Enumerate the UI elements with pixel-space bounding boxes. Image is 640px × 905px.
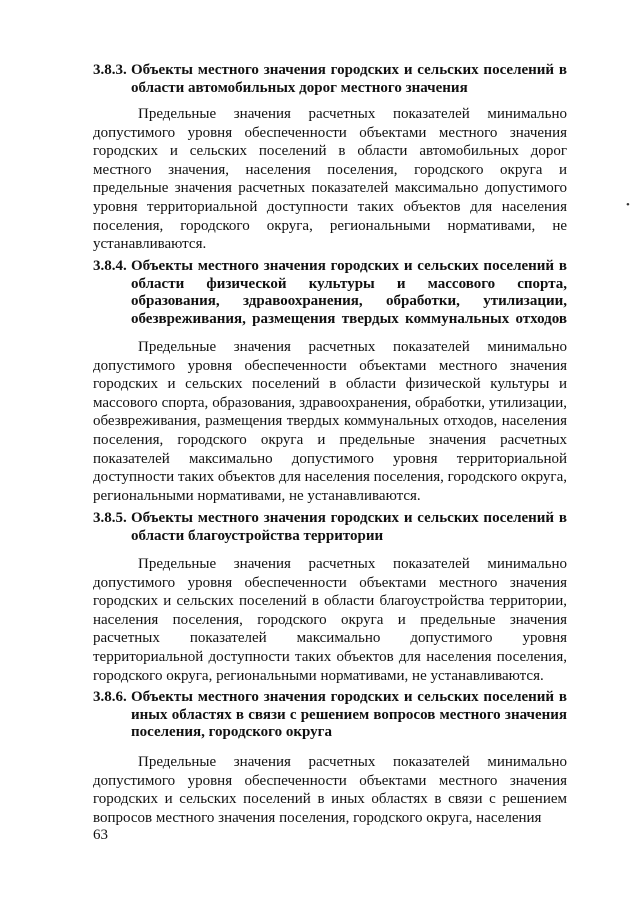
section-heading-3-8-5 [93, 509, 567, 545]
section-number: 3.8.6. [93, 689, 127, 705]
section-title: Объекты местного значения городских и сельских поселений в области благоустройства территории [131, 510, 567, 544]
section-number: 3.8.4. [93, 258, 127, 274]
section-heading-3-8-4 [93, 258, 567, 328]
section-paragraph-3-8-3: Предельные значения расчетных показателей минимально допустимого уровня обеспеченности объектами местного значения городских и сельских поселений в области автомобильных дорог местного значения, населения поселения, городского округа и предельные значения расчетных показателей максимально допустимого уровня территориальной доступности таких объектов для населения поселения, городского округа, региональными нормативами, не устанавливаются. [93, 106, 567, 253]
section-paragraph-3-8-6: Предельные значения расчетных показателей минимально допустимого уровня обеспеченности объектами местного значения городских и сельских поселений в иных областях в связи с решением вопросов местного значения поселения, городского округа, населения [93, 754, 567, 826]
section-heading-3-8-3 [93, 61, 567, 97]
margin-mark: • [626, 199, 630, 211]
section-title: Объекты местного значения городских и сельских поселений в области физической культуры и массового спорта, образования, здравоохранения, обработки, утилизации, обезвреживания, размещения твердых коммунальных отходов [131, 258, 567, 327]
section-heading-3-8-6 [93, 689, 567, 742]
section-paragraph-3-8-5: Предельные значения расчетных показателей минимально допустимого уровня обеспеченности объектами местного значения городских и сельских поселений в области благоустройства территории, населения поселения, городского округа и предельные значения расчетных показателей максимально допустимого уровня территориальной доступности таких объектов для населения поселения, городского округа, региональными нормативами, не устанавливаются. [93, 556, 567, 684]
section-number: 3.8.3. [93, 62, 127, 78]
section-paragraph-3-8-4: Предельные значения расчетных показателей минимально допустимого уровня обеспеченности объектами местного значения городских и сельских поселений в области физической культуры и массового спорта, образования, здравоохранения, обработки, утилизации, обезвреживания, размещения твердых коммунальных отходов, населения поселения, городского округа и предельные значения расчетных показателей максимально допустимого уровня территориальной доступности таких объектов для населения поселения, городского округа, региональными нормативами, не устанавливаются. [93, 339, 567, 504]
section-number: 3.8.5. [93, 510, 127, 526]
section-title: Объекты местного значения городских и сельских поселений в области автомобильных дорог местного значения [131, 62, 567, 96]
page-number: 63 [93, 827, 108, 843]
section-title: Объекты местного значения городских и сельских поселений в иных областях в связи с решением вопросов местного значения поселения, городского округа [131, 689, 567, 740]
